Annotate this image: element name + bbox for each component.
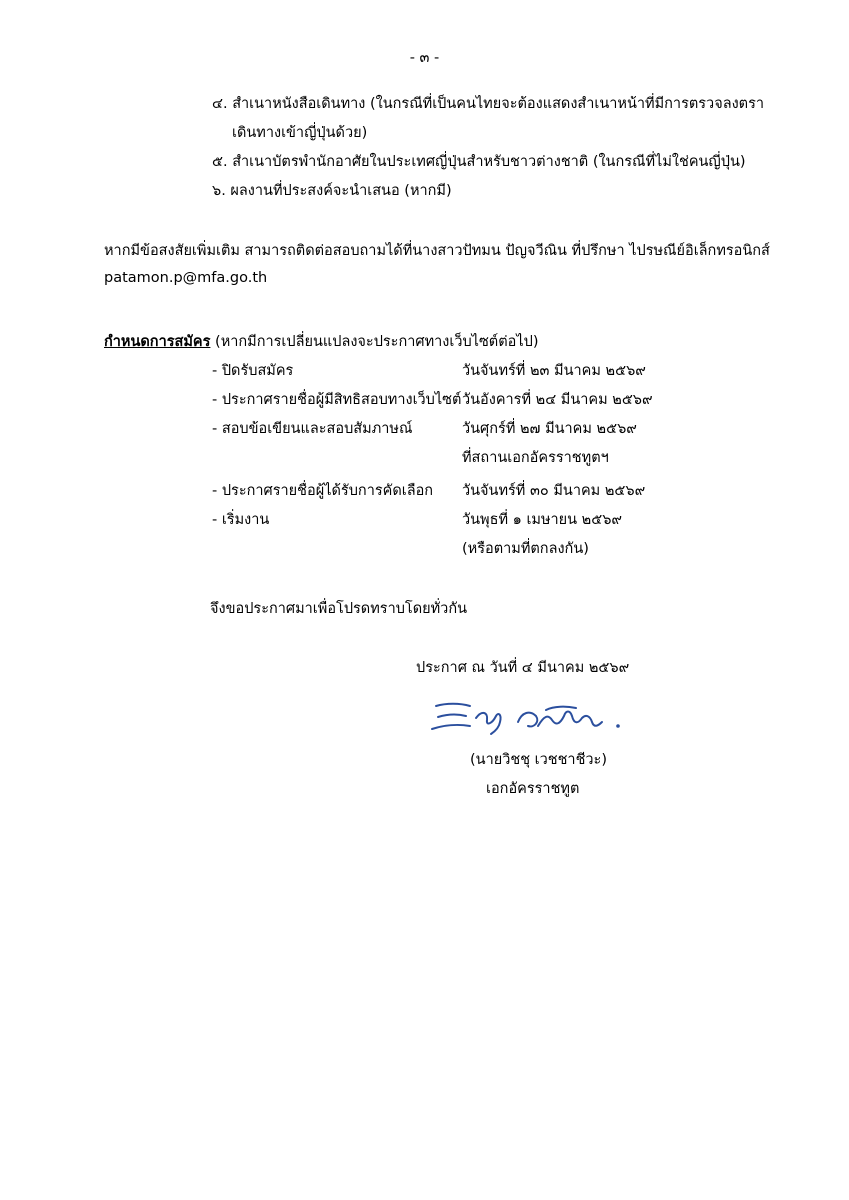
signature-stroke-3 xyxy=(518,712,602,727)
document-item-5: ๕. สำเนาบัตรพำนักอาศัยในประเทศญี่ปุ่นสำหรับชาวต่างชาติ (ในกรณีที่ไม่ใช่คนญี่ปุ่น) xyxy=(212,154,746,170)
page-number: - ๓ - xyxy=(409,50,440,66)
schedule-date-close: วันจันทร์ที่ ๒๓ มีนาคม ๒๕๖๙ xyxy=(462,363,646,379)
schedule-label-exam: - สอบข้อเขียนและสอบสัมภาษณ์ xyxy=(212,421,413,437)
schedule-date-exam: วันศุกร์ที่ ๒๗ มีนาคม ๒๕๖๙ xyxy=(462,421,637,437)
signature xyxy=(426,696,641,738)
schedule-label-eligible-list: - ประกาศรายชื่อผู้มีสิทธิสอบทางเว็บไซต์ xyxy=(212,392,462,408)
signature-stroke-2 xyxy=(476,713,501,734)
document-item-4-continued: เดินทางเข้าญี่ปุ่นด้วย) xyxy=(232,125,368,141)
document-item-6: ๖. ผลงานที่ประสงค์จะนำเสนอ (หากมี) xyxy=(212,183,452,199)
signatory-name: (นายวิชชุ เวชชาชีวะ) xyxy=(470,752,607,768)
schedule-heading xyxy=(104,330,539,353)
schedule-heading-title: กำหนดการสมัคร xyxy=(104,334,211,350)
schedule-note-exam: ที่สถานเอกอัครราชทูตฯ xyxy=(462,450,609,466)
signature-stroke-1 xyxy=(432,704,470,729)
schedule-date-eligible-list: วันอังคารที่ ๒๔ มีนาคม ๒๕๖๙ xyxy=(462,392,653,408)
signature-dot xyxy=(616,724,620,728)
announcement-date: ประกาศ ณ วันที่ ๔ มีนาคม ๒๕๖๙ xyxy=(416,660,630,676)
schedule-note-start: (หรือตามที่ตกลงกัน) xyxy=(462,541,589,557)
signature-stroke-4 xyxy=(546,707,576,710)
contact-paragraph: หากมีข้อสงสัยเพิ่มเติม สามารถติดต่อสอบถามได้ที่นางสาวปัทมน ปัญจวีณิน ที่ปรึกษา ไปรษณีย์อิเล็กทรอนิกส์ xyxy=(104,243,770,259)
schedule-label-close: - ปิดรับสมัคร xyxy=(212,363,294,379)
schedule-date-selected-list: วันจันทร์ที่ ๓๐ มีนาคม ๒๕๖๙ xyxy=(462,483,646,499)
schedule-date-start: วันพุธที่ ๑ เมษายน ๒๕๖๙ xyxy=(462,512,623,528)
closing-statement: จึงขอประกาศมาเพื่อโปรดทราบโดยทั่วกัน xyxy=(210,601,468,617)
schedule-label-selected-list: - ประกาศรายชื่อผู้ได้รับการคัดเลือก xyxy=(212,483,434,499)
schedule-heading-note: (หากมีการเปลี่ยนแปลงจะประกาศทางเว็บไซต์ต่อไป) xyxy=(210,334,539,350)
schedule-label-start: - เริ่มงาน xyxy=(212,512,270,528)
document-item-4: ๔. สำเนาหนังสือเดินทาง (ในกรณีที่เป็นคนไทยจะต้องแสดงสำเนาหน้าที่มีการตรวจลงตรา xyxy=(212,96,765,112)
signatory-title: เอกอัครราชทูต xyxy=(486,781,580,797)
contact-email: patamon.p@mfa.go.th xyxy=(104,270,268,286)
